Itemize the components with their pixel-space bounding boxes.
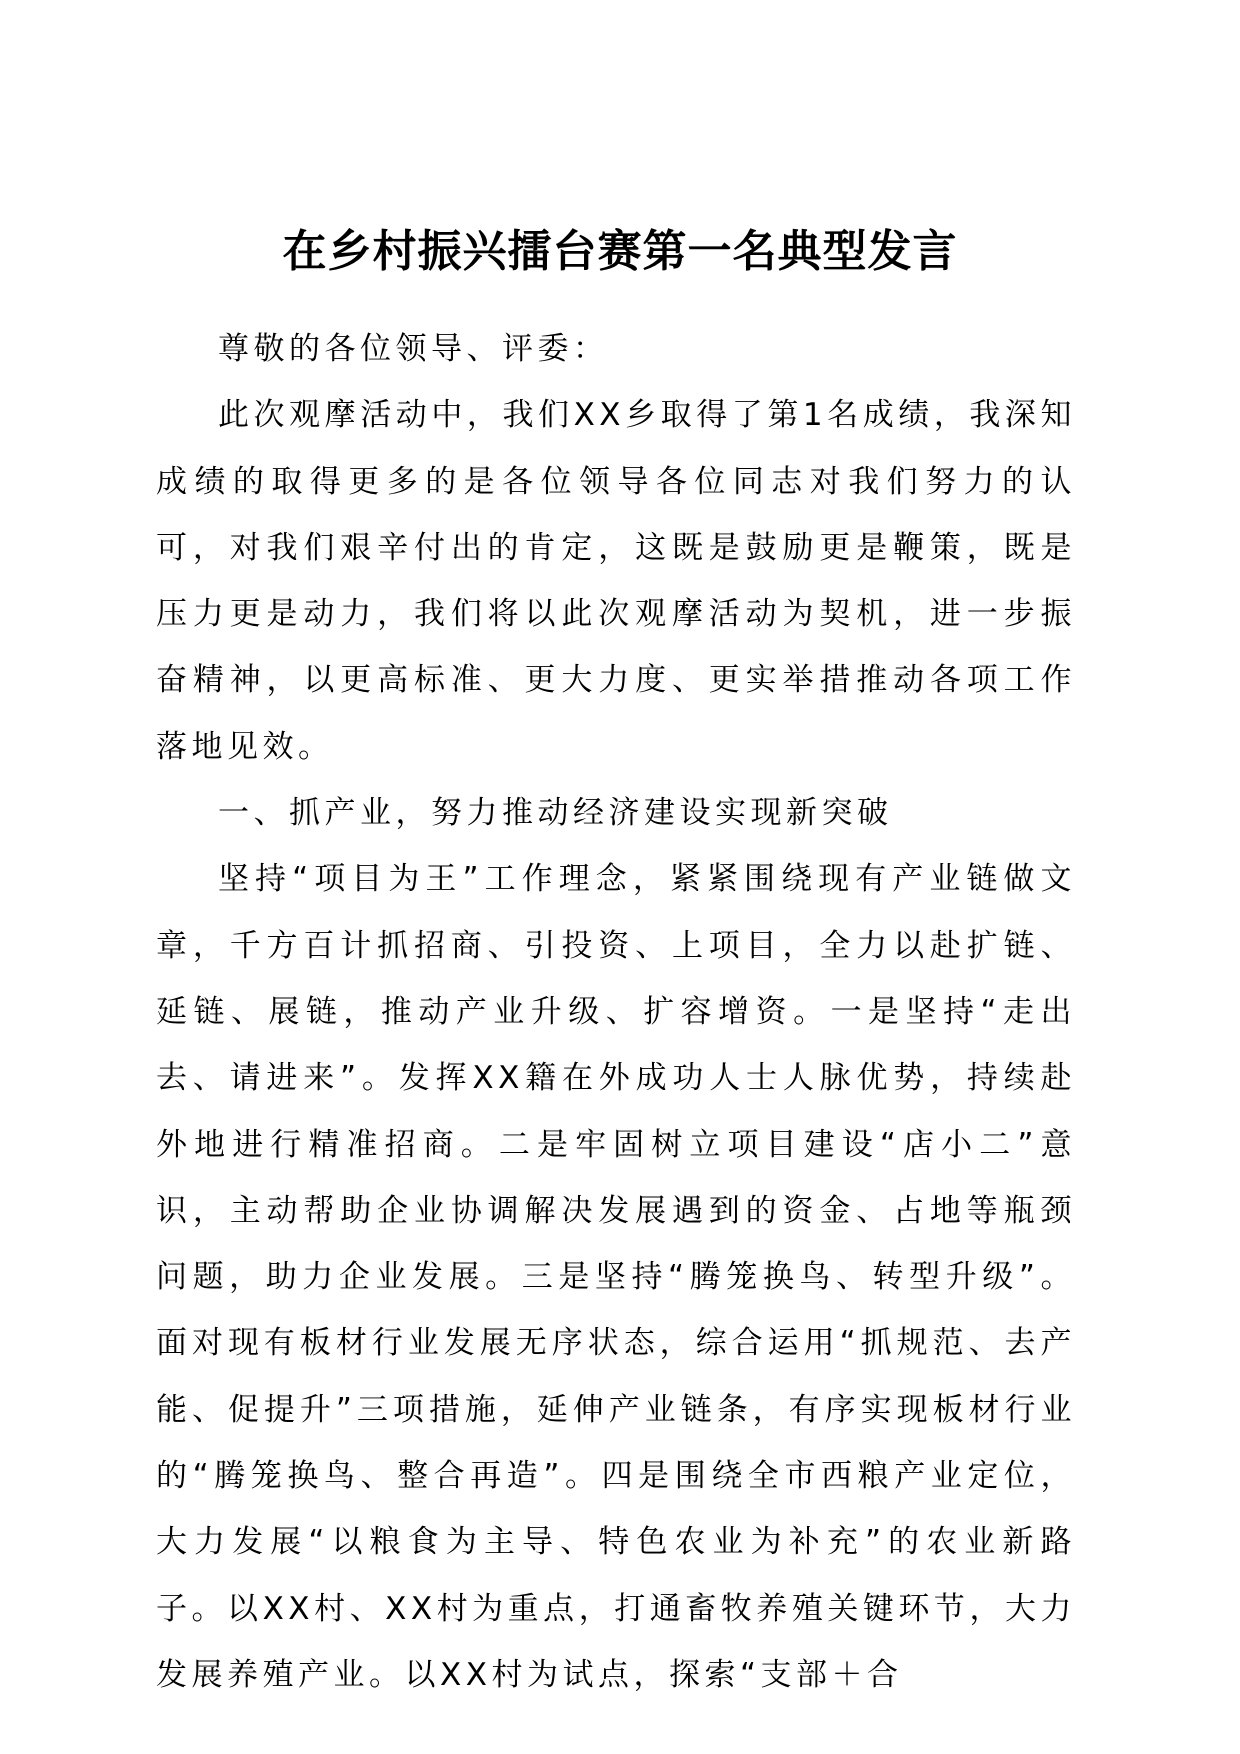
section-heading: 一、抓产业，努力推动经济建设实现新突破	[218, 795, 893, 832]
document-title: 在乡村振兴擂台赛第一名典型发言	[282, 226, 958, 277]
document-body	[156, 316, 1076, 1708]
body-paragraph: 坚持“项目为王”工作理念，紧紧围绕现有产业链做文章，千方百计抓招商、引投资、上项目，全力以赴扩链、延链、展链，推动产业升级、扩容增资。一是坚持“走出去、请进来”。发挥XX籍在外成功人士人脉优势，持续赴外地进行精准招商。二是牢固树立项目建设“店小二”意识，主动帮助企业协调解决发展遇到的资金、占地等瓶颈问题，助力企业发展。三是坚持“腾笼换鸟、转型升级”。面对现有板材行业发展无序状态，综合运用“抓规范、去产能、促提升”三项措施，延伸产业链条，有序实现板材行业的“腾笼换鸟、整合再造”。四是围绕全市西粮产业定位，大力发展“以粮食为主导、特色农业为补充”的农业新路子。以XX村、XX村为重点，打通畜牧养殖关键环节，大力发展养殖产业。以XX村为试点，探索“支部＋合	[156, 861, 1076, 1693]
intro-paragraph: 此次观摩活动中，我们XX乡取得了第1名成绩，我深知成绩的取得更多的是各位领导各位同志对我们努力的认可，对我们艰辛付出的肯定，这既是鼓励更是鞭策，既是压力更是动力，我们将以此次观摩活动为契机，进一步振奋精神，以更高标准、更大力度、更实举措推动各项工作落地见效。	[156, 397, 1076, 765]
salutation-paragraph: 尊敬的各位领导、评委：	[218, 331, 609, 367]
